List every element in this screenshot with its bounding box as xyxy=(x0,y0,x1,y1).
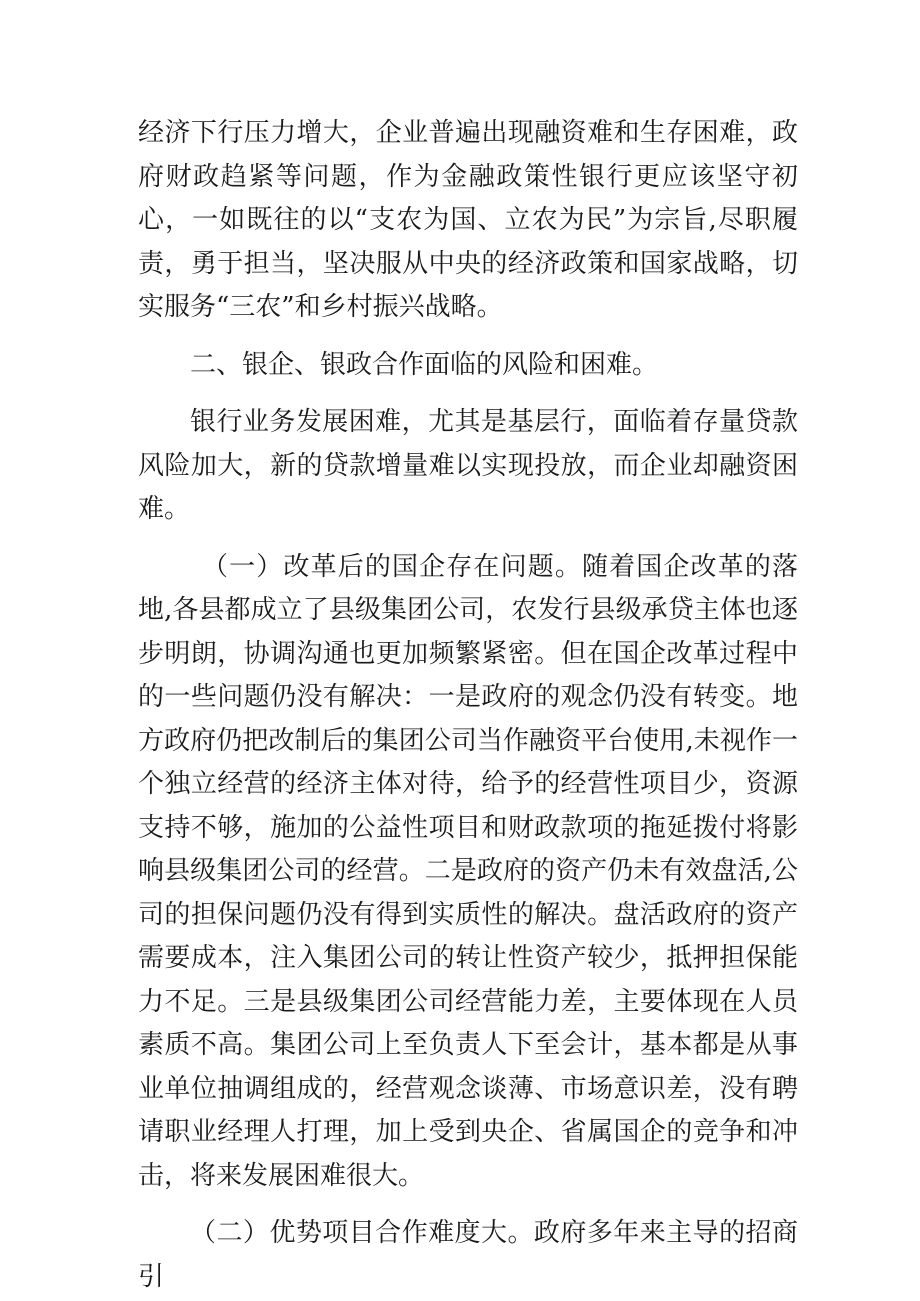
section-heading: 二、银企、银政合作面临的风险和困难。 xyxy=(190,349,659,380)
document-body xyxy=(138,112,798,1299)
paragraph-subsection-2: （二）优势项目合作难度大。政府多年来主导的招商引 xyxy=(138,1218,798,1292)
paragraph-continuation: 经济下行压力增大，企业普遍出现融资难和生存困难，政府财政趋紧等问题，作为金融政策性银行更应该坚守初心，一如既往的以“支农为国、立农为民”为宗旨,尽职履责，勇于担当，坚决服从中央的经济政策和国家战略，切实服务“三农”和乡村振兴战略。 xyxy=(138,118,798,322)
paragraph-subsection-1: （一）改革后的国企存在问题。随着国企改革的落地,各县都成立了县级集团公司，农发行县级承贷主体也逐步明朗，协调沟通也更加频繁紧密。但在国企改革过程中的一些问题仍没有解决：一是政府的观念仍没有转变。地方政府仍把改制后的集团公司当作融资平台使用,未视作一个独立经营的经济主体对待，给予的经营性项目少，资源支持不够，施加的公益性项目和财政款项的拖延拨付将影响县级集团公司的经营。二是政府的资产仍未有效盘活,公司的担保问题仍没有得到实质性的解决。盘活政府的资产需要成本，注入集团公司的转让性资产较少，抵押担保能力不足。三是县级集团公司经营能力差，主要体现在人员素质不高。集团公司上至负责人下至会计，基本都是从事业单位抽调组成的，经营观念谈薄、市场意识差，没有聘请职业经理人打理，加上受到央企、省属国企的竞争和冲击，将来发展困难很大。 xyxy=(138,551,798,1191)
paragraph-intro: 银行业务发展困难，尤其是基层行，面临着存量贷款风险加大，新的贷款增量难以实现投放，而企业却融资困难。 xyxy=(138,407,798,524)
